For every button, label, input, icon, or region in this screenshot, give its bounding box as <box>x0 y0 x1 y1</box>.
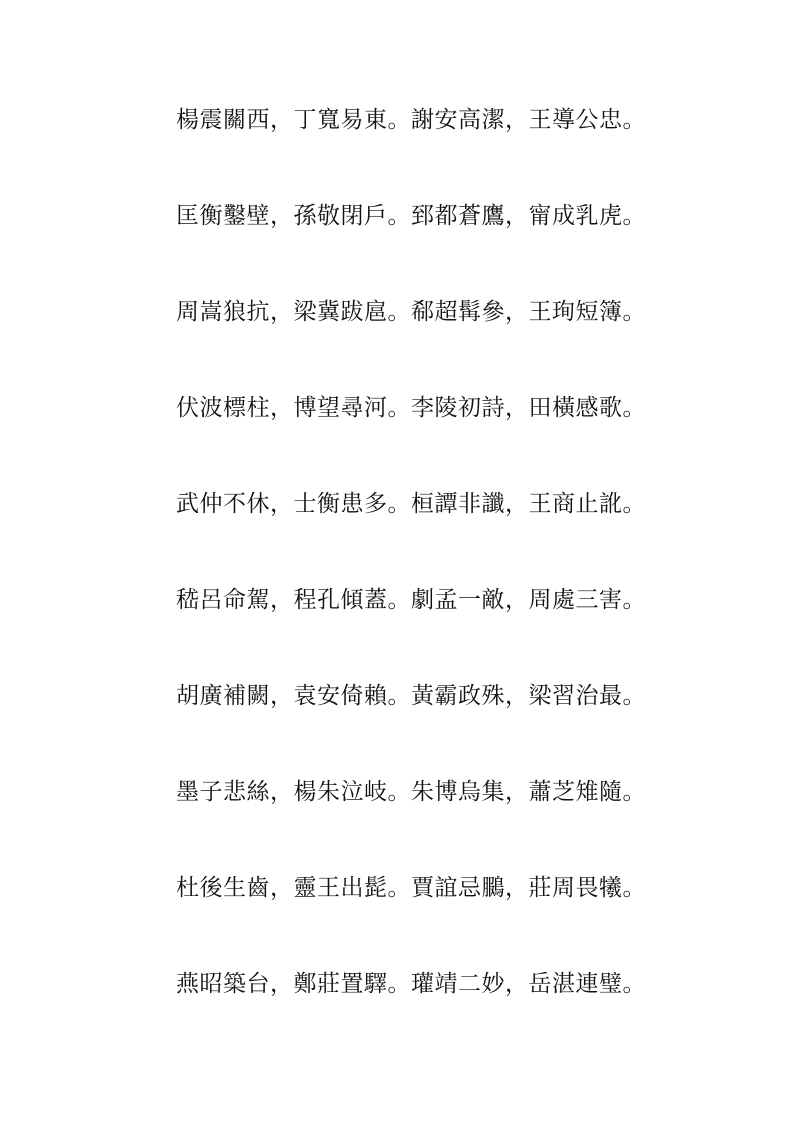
text-line: 杜後生齒，靈王出髭。賈誼忌鵩，莊周畏犧。 <box>176 875 646 901</box>
text-line: 周嵩狼抗，梁冀跋扈。郗超髯參，王珣短簿。 <box>176 299 646 325</box>
text-line: 嵇呂命駕，程孔傾蓋。劇孟一敵，周處三害。 <box>176 587 646 613</box>
text-line: 武仲不休，士衡患多。桓譚非讖，王商止訛。 <box>176 491 646 517</box>
text-line: 墨子悲絲，楊朱泣岐。朱博烏集，蕭芝雉隨。 <box>176 779 646 805</box>
text-line: 伏波標柱，博望尋河。李陵初詩，田橫感歌。 <box>176 395 646 421</box>
text-line: 燕昭築台，鄭莊置驛。瓘靖二妙，岳湛連璧。 <box>176 971 646 997</box>
text-line: 楊震關西，丁寬易東。謝安高潔，王導公忠。 <box>176 107 646 133</box>
text-line: 匡衡鑿壁，孫敬閉戶。郅都蒼鷹，甯成乳虎。 <box>176 203 646 229</box>
text-line: 胡廣補闕，袁安倚賴。黃霸政殊，梁習治最。 <box>176 683 646 709</box>
